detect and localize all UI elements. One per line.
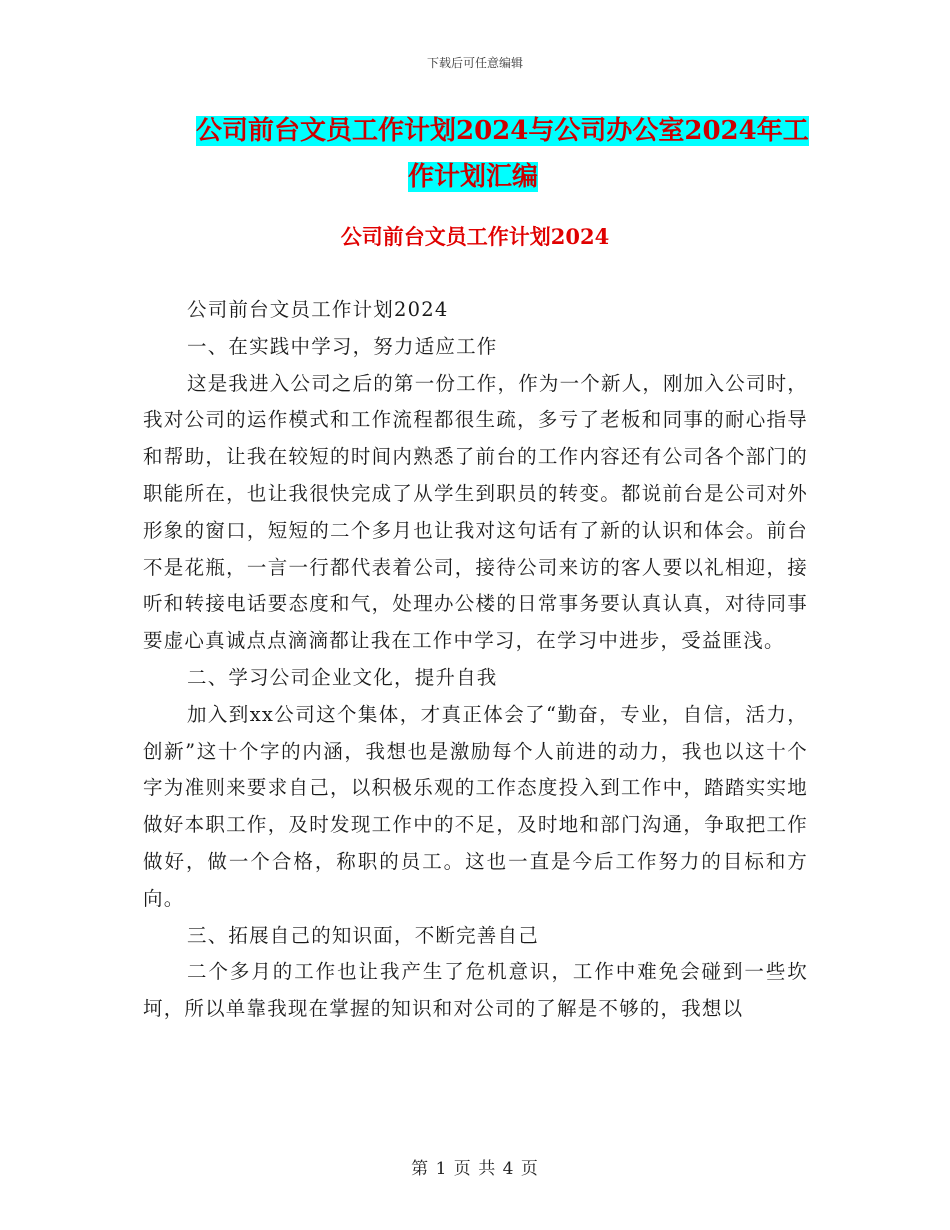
paragraph: 二个多月的工作也让我产生了危机意识，工作中难免会碰到一些坎坷，所以单靠我现在掌握的知识和对公司的了解是不够的，我想以: [143, 960, 808, 1021]
document-body: [143, 292, 808, 1028]
document-title-line-2: 作计划汇编: [408, 162, 539, 192]
section-heading: 三、拓展自己的知识面，不断完善自己: [187, 923, 539, 947]
paragraph: 这是我进入公司之后的第一份工作，作为一个新人，刚加入公司时，我对公司的运作模式和工作流程都很生疏，多亏了老板和同事的耐心指导和帮助，让我在较短的时间内熟悉了前台的工作内容还有公司各个部门的职能所在，也让我很快完成了从学生到职员的转变。都说前台是公司对外形象的窗口，短短的二个多月也让我对这句话有了新的认识和体会。前台不是花瓶，一言一行都代表着公司，接待公司来访的客人要以礼相迎，接听和转接电话要态度和气，处理办公楼的日常事务要认真认真，对待同事要虚心真诚点点滴滴都让我在工作中学习，在学习中进步，受益匪浅。: [143, 371, 809, 653]
section-heading: 一、在实践中学习，努力适应工作: [187, 334, 498, 358]
header-note: 下载后可任意编辑: [426, 56, 523, 70]
paragraph: 公司前台文员工作计划2024: [187, 298, 449, 321]
section-title: 公司前台文员工作计划2024: [340, 224, 610, 249]
paragraph: 加入到xx公司这个集体，才真正体会了“勤奋，专业，自信，活力，创新”这十个字的内涵，我想也是激励每个人前进的动力，我也以这十个字为准则来要求自己，以积极乐观的工作态度投入到工作中，踏踏实实地做好本职工作，及时发现工作中的不足，及时地和部门沟通，争取把工作做好，做一个合格，称职的员工。这也一直是今后工作努力的目标和方向。: [143, 702, 808, 910]
page-footer: 第 1 页 共 4 页: [411, 1159, 539, 1179]
document-title: [196, 108, 809, 200]
section-heading: 二、学习公司企业文化，提升自我: [187, 665, 498, 689]
document-title-line-1: 公司前台文员工作计划2024与公司办公室2024年工: [196, 116, 809, 146]
